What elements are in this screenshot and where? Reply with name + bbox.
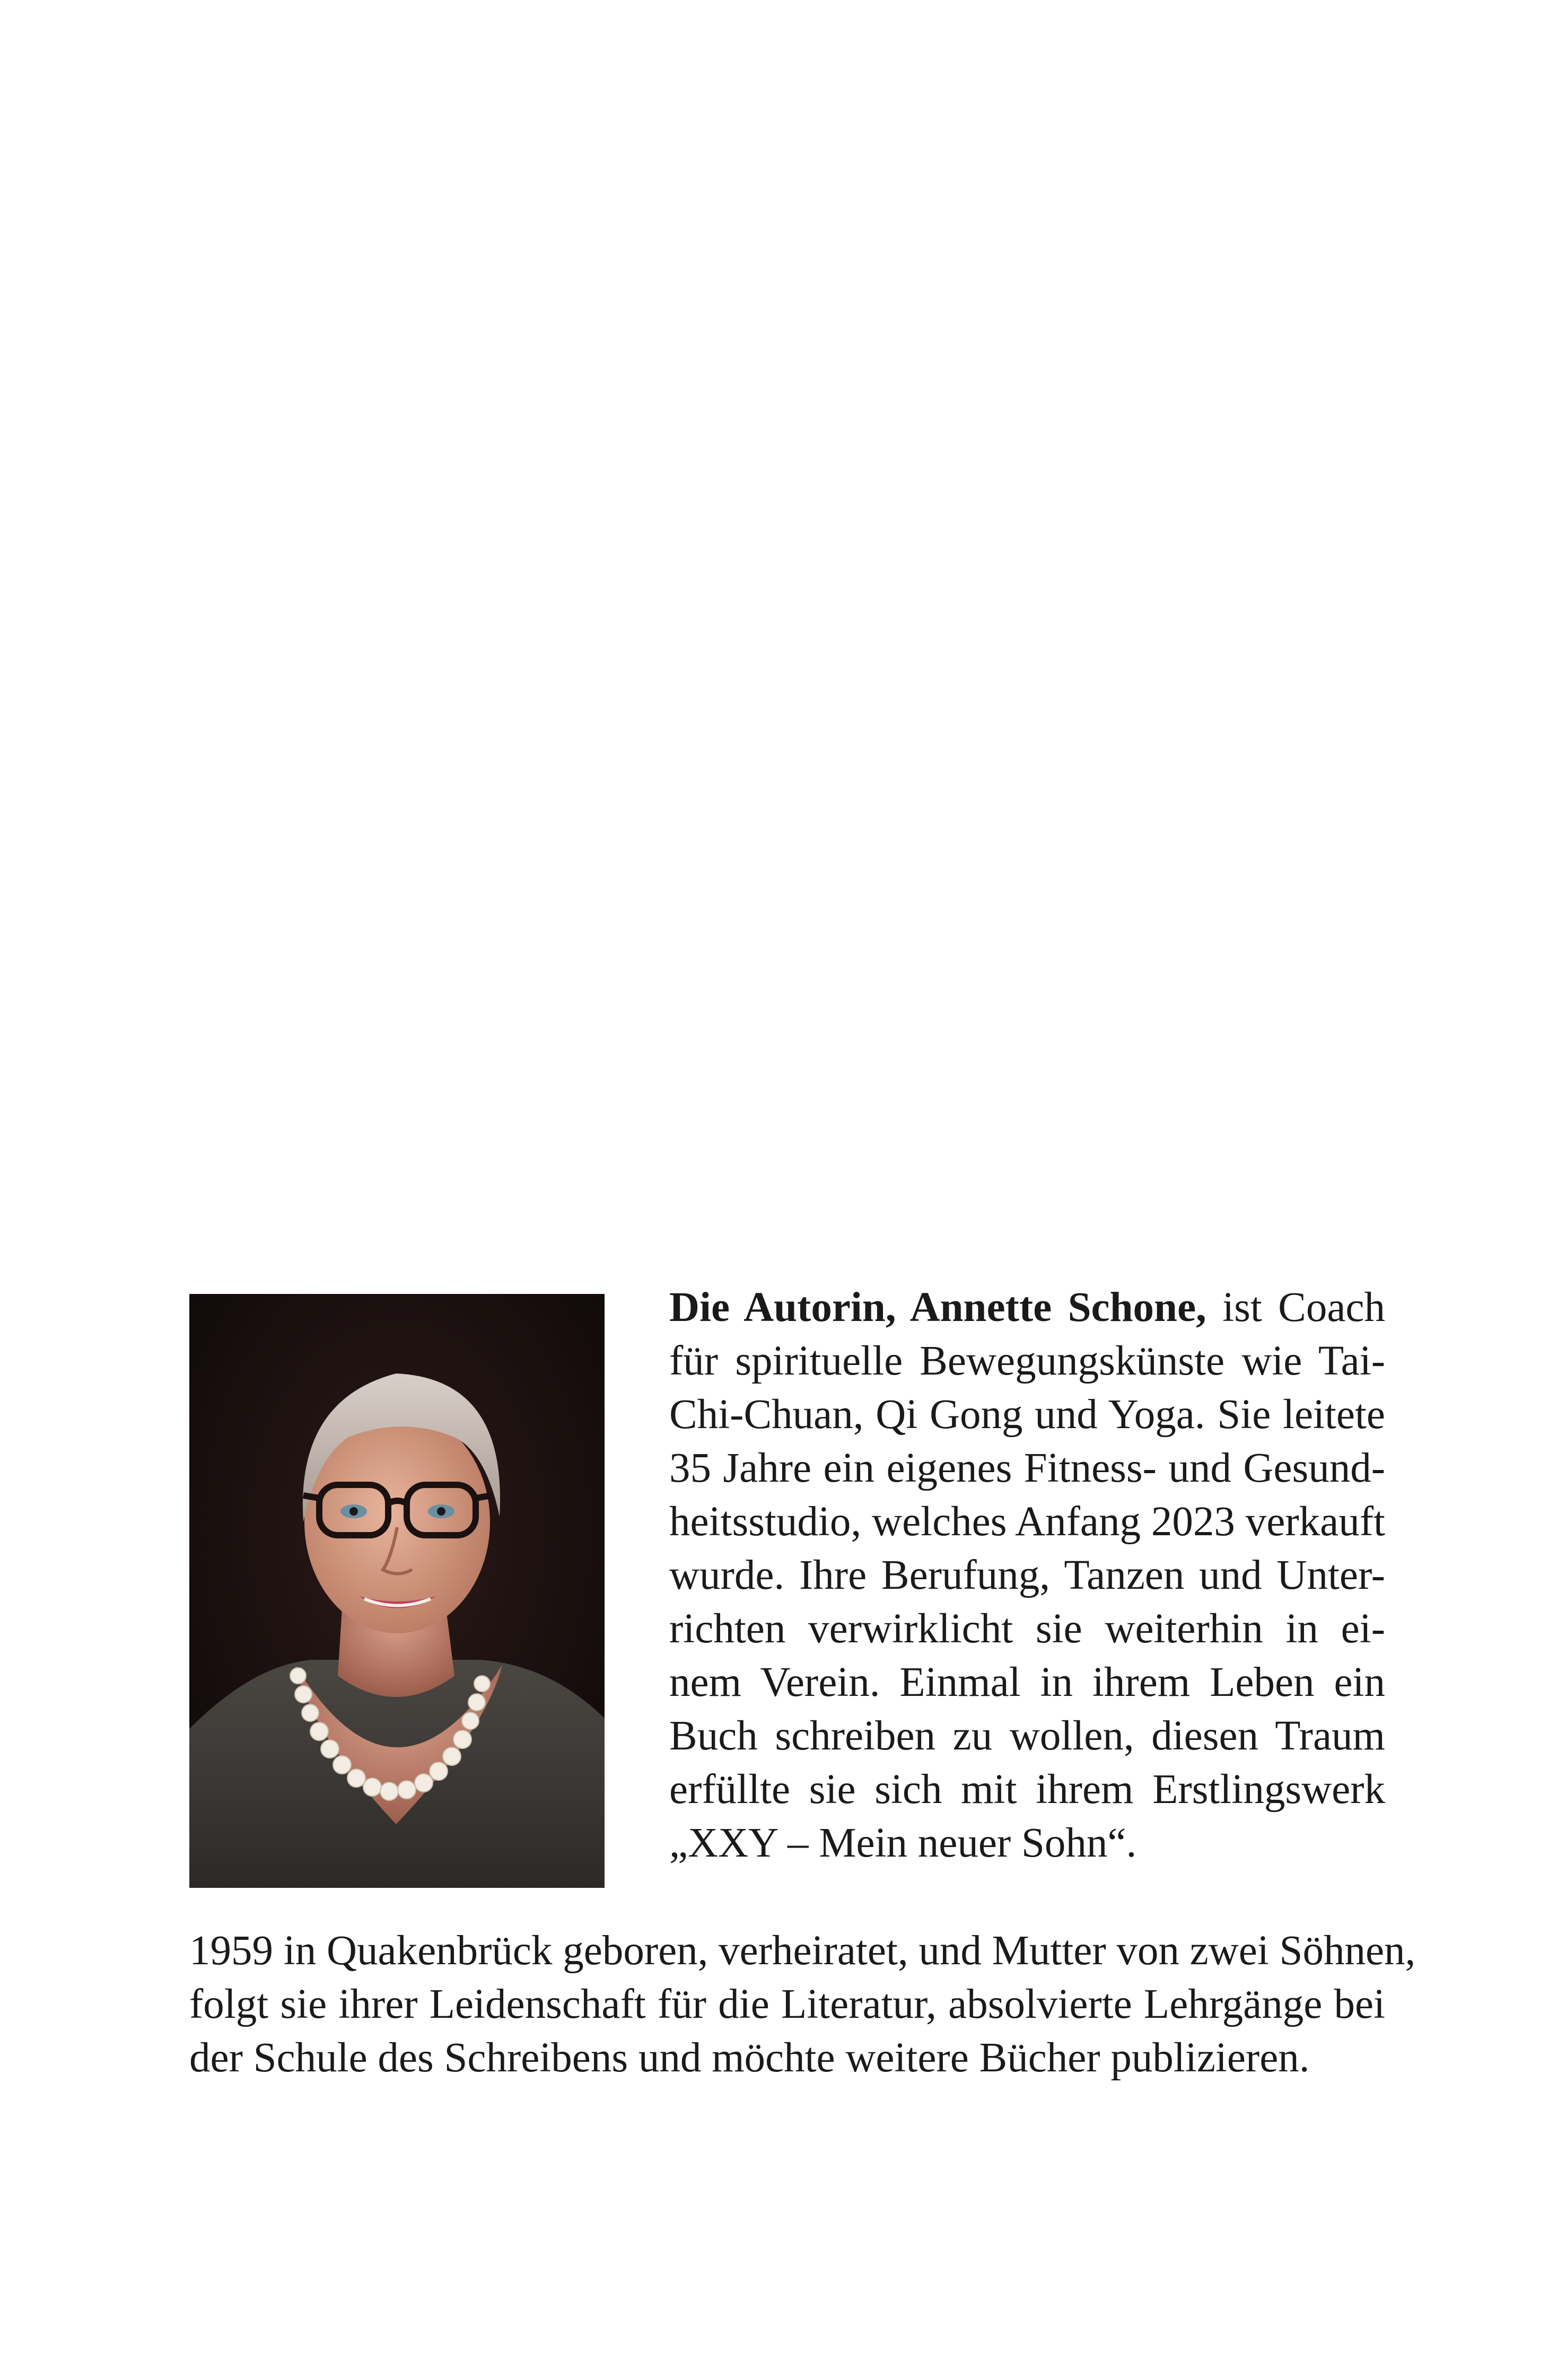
bio-line-9: Buch schreiben zu wollen, diesen Traum: [669, 1713, 1385, 1759]
bio-line-5: heitsstudio, welches Anfang 2023 verkauft: [669, 1499, 1385, 1545]
continued-line-3: der Schule des Schreibens und möchte weitere Bücher publizieren.: [189, 2035, 1310, 2081]
author-bio-continued: [189, 1924, 1416, 2085]
bio-line-10: erfüllte sie sich mit ihrem Erstlingswerk: [669, 1766, 1385, 1813]
continued-line-2: folgt sie ihrer Leidenschaft für die Literatur, absolvierte Lehrgänge bei: [189, 1981, 1385, 2027]
bio-line-8: nem Verein. Einmal in ihrem Leben ein: [669, 1659, 1385, 1705]
bio-line-2: für spirituelle Bewegungskünste wie Tai-: [669, 1338, 1385, 1384]
bio-line-4: 35 Jahre ein eigenes Fitness- und Gesund-: [669, 1445, 1385, 1491]
bio-line-11: „XXY – Mein neuer Sohn“.: [669, 1820, 1137, 1866]
bio-lead: Die Autorin, Annette Schone,: [669, 1284, 1206, 1331]
bio-line-6: wurde. Ihre Berufung, Tanzen und Unter-: [669, 1552, 1385, 1598]
author-bio: [669, 1281, 1385, 1870]
bio-line-1: [669, 1281, 1385, 1334]
bio-line-7: richten verwirklicht sie weiterhin in ei-: [669, 1606, 1385, 1652]
bio-line-1-rest: ist Coach: [1206, 1284, 1385, 1331]
bio-line-3: Chi-Chuan, Qi Gong und Yoga. Sie leitete: [669, 1392, 1385, 1438]
continued-line-1: 1959 in Quakenbrück geboren, verheiratet, und Mutter von zwei Söhnen,: [189, 1928, 1416, 1974]
author-portrait-photo: [189, 1294, 605, 1888]
